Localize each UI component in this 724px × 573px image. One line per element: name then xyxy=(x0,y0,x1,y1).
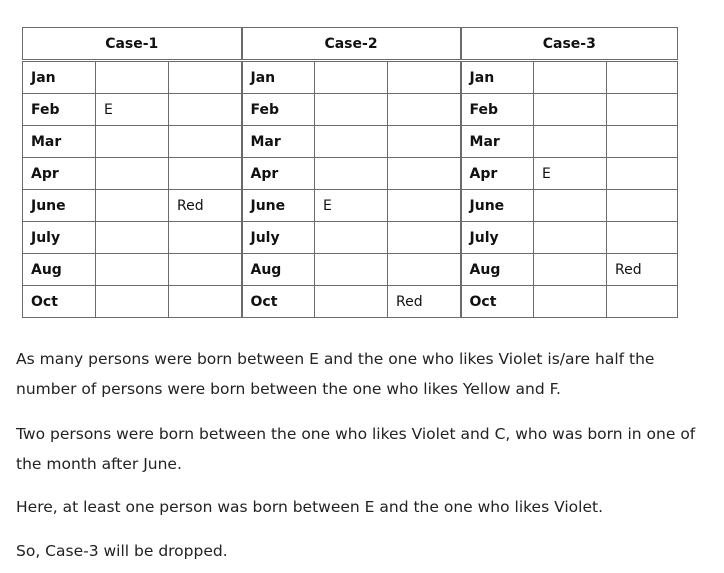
month-cell: July xyxy=(23,222,96,254)
table-row xyxy=(23,286,678,318)
cell xyxy=(607,126,678,158)
month-cell: Aug xyxy=(23,254,96,286)
month-cell: Feb xyxy=(23,94,96,126)
table-row xyxy=(23,222,678,254)
cell xyxy=(534,126,607,158)
cell xyxy=(315,126,388,158)
month-cell: Apr xyxy=(242,158,315,190)
case-table xyxy=(22,27,678,318)
cell xyxy=(315,286,388,318)
cell xyxy=(607,190,678,222)
cell xyxy=(607,286,678,318)
cell xyxy=(534,222,607,254)
table-row xyxy=(23,190,678,222)
cell xyxy=(534,190,607,222)
cell xyxy=(96,222,169,254)
explanation-paragraph: As many persons were born between E and the one who likes Violet is/are half the number of persons were born between the one who likes Yellow and F. xyxy=(16,350,655,398)
month-cell: Apr xyxy=(23,158,96,190)
cell xyxy=(315,254,388,286)
cell xyxy=(96,254,169,286)
month-cell: July xyxy=(461,222,534,254)
cell xyxy=(534,61,607,94)
cell xyxy=(169,254,242,286)
table-row xyxy=(23,61,678,94)
month-cell: June xyxy=(242,190,315,222)
cell xyxy=(315,61,388,94)
cell xyxy=(96,126,169,158)
cell: Red xyxy=(169,190,242,222)
cell xyxy=(315,94,388,126)
cell: E xyxy=(96,94,169,126)
case-3-header: Case-3 xyxy=(461,28,678,61)
cell xyxy=(169,286,242,318)
cell xyxy=(534,94,607,126)
table-row xyxy=(23,94,678,126)
cell xyxy=(169,158,242,190)
cell xyxy=(607,222,678,254)
cell xyxy=(169,222,242,254)
cell xyxy=(388,94,461,126)
cell xyxy=(607,61,678,94)
table-row xyxy=(23,158,678,190)
case-1-header: Case-1 xyxy=(23,28,242,61)
month-cell: Feb xyxy=(461,94,534,126)
cell: E xyxy=(315,190,388,222)
cell xyxy=(315,158,388,190)
cell xyxy=(96,190,169,222)
explanation-paragraph: Here, at least one person was born between E and the one who likes Violet. xyxy=(16,498,603,516)
table-row xyxy=(23,126,678,158)
cell xyxy=(169,94,242,126)
cell xyxy=(169,61,242,94)
case-header-row xyxy=(23,28,678,61)
month-cell: Jan xyxy=(242,61,315,94)
cell xyxy=(607,94,678,126)
cell xyxy=(388,222,461,254)
month-cell: June xyxy=(23,190,96,222)
month-cell: Feb xyxy=(242,94,315,126)
cell: E xyxy=(534,158,607,190)
conclusion-paragraph: So, Case-3 will be dropped. xyxy=(16,542,228,560)
month-cell: July xyxy=(242,222,315,254)
month-cell: Jan xyxy=(23,61,96,94)
month-cell: Mar xyxy=(242,126,315,158)
month-cell: Jan xyxy=(461,61,534,94)
cell: Red xyxy=(607,254,678,286)
month-cell: Oct xyxy=(461,286,534,318)
case-2-header: Case-2 xyxy=(242,28,461,61)
month-cell: Oct xyxy=(242,286,315,318)
cell xyxy=(388,126,461,158)
cell: Red xyxy=(388,286,461,318)
cell xyxy=(388,158,461,190)
cell xyxy=(96,61,169,94)
explanation-paragraph: Two persons were born between the one who likes Violet and C, who was born in one of the month after June. xyxy=(16,425,696,473)
cell xyxy=(388,254,461,286)
month-cell: Mar xyxy=(23,126,96,158)
month-cell: June xyxy=(461,190,534,222)
cell xyxy=(96,158,169,190)
table-row xyxy=(23,254,678,286)
cell xyxy=(169,126,242,158)
month-cell: Mar xyxy=(461,126,534,158)
cell xyxy=(388,61,461,94)
cell xyxy=(534,286,607,318)
month-cell: Apr xyxy=(461,158,534,190)
cell xyxy=(607,158,678,190)
cell xyxy=(315,222,388,254)
cell xyxy=(96,286,169,318)
month-cell: Aug xyxy=(461,254,534,286)
month-cell: Oct xyxy=(23,286,96,318)
cell xyxy=(534,254,607,286)
month-cell: Aug xyxy=(242,254,315,286)
cell xyxy=(388,190,461,222)
